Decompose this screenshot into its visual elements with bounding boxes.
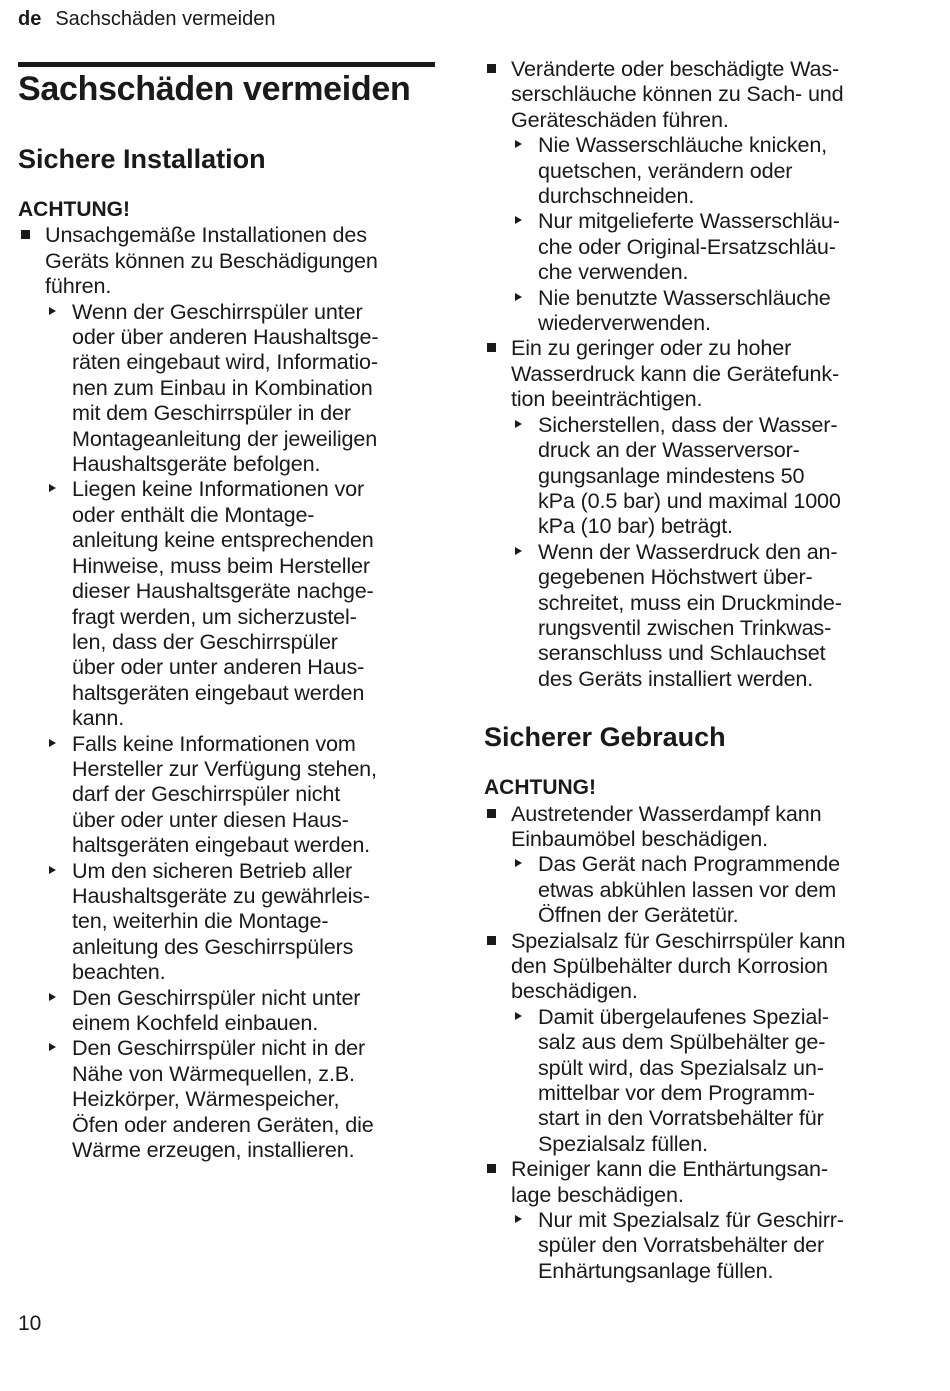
text-line: lage beschädigen. — [511, 1181, 684, 1207]
text-line: Enhärtungsanlage füllen. — [538, 1257, 774, 1283]
text-line: Damit übergelaufenes Spezial- — [538, 1003, 829, 1029]
bullet-item — [484, 801, 904, 852]
text-line: anleitung keine entsprechenden — [72, 527, 374, 553]
text-line: Heizkörper, Wärmespeicher, — [72, 1086, 340, 1112]
text-line: Spezialsalz für Geschirrspüler kann — [511, 927, 846, 953]
text-line: über oder unter anderen Haus- — [72, 654, 365, 680]
section-heading-usage: Sicherer Gebrauch — [484, 722, 726, 753]
text-line: salz aus dem Spülbehälter ge- — [538, 1029, 826, 1055]
text-line: druck an der Wasserversor- — [538, 437, 800, 463]
text-line: Liegen keine Informationen vor — [72, 476, 365, 502]
step-item — [18, 985, 436, 1036]
text-line: spüler den Vorratsbehälter der — [538, 1232, 824, 1258]
title-rule — [18, 62, 435, 67]
text-line: fragt werden, um sicherzustel- — [72, 603, 357, 629]
text-line: rungsventil zwischen Trinkwas- — [538, 614, 832, 640]
text-line: Nie Wasserschläuche knicken, — [538, 132, 828, 158]
text-line: kann. — [72, 705, 125, 731]
bullet-item — [484, 56, 904, 132]
text-line: beachten. — [72, 959, 166, 985]
text-line: Wärme erzeugen, installieren. — [72, 1137, 355, 1163]
bullet-item — [484, 335, 904, 411]
text-line: Veränderte oder beschädigte Was- — [511, 56, 840, 81]
bullet-item — [18, 222, 436, 298]
step-item — [484, 285, 904, 336]
text-line: Den Geschirrspüler nicht in der — [72, 1035, 365, 1061]
text-line: oder enthält die Montage- — [72, 501, 315, 527]
text-line: Haushaltsgeräte zu gewährleis- — [72, 882, 370, 908]
text-line: oder über anderen Haushaltsge- — [72, 324, 379, 350]
text-line: des Geräts installiert werden. — [538, 665, 814, 691]
step-item — [484, 851, 904, 927]
text-line: mit dem Geschirrspüler in der — [72, 400, 351, 426]
text-line: den Spülbehälter durch Korrosion — [511, 953, 828, 978]
step-item — [18, 1035, 436, 1162]
text-line: Sicherstellen, dass der Wasser- — [538, 411, 838, 437]
text-line: Montageanleitung der jeweiligen — [72, 425, 378, 451]
text-line: Spezialsalz füllen. — [538, 1130, 708, 1156]
text-line: Den Geschirrspüler nicht unter — [72, 984, 361, 1010]
text-line: Nie benutzte Wasserschläuche — [538, 284, 831, 310]
right-column — [484, 56, 904, 1283]
page-title: Sachschäden vermeiden — [18, 70, 411, 108]
text-line: führen. — [45, 273, 112, 299]
text-line: Nähe von Wärmequellen, z.B. — [72, 1060, 355, 1086]
text-line: anleitung des Geschirrspülers — [72, 933, 354, 959]
text-line: spült wird, das Spezialsalz un- — [538, 1054, 824, 1080]
text-line: nen zum Einbau in Kombination — [72, 374, 373, 400]
step-item — [484, 208, 904, 284]
step-item — [484, 1004, 904, 1156]
text-line: dieser Haushaltsgeräte nachge- — [72, 578, 374, 604]
text-line: Hersteller zur Verfügung stehen, — [72, 755, 377, 781]
text-line: über oder unter diesen Haus- — [72, 806, 349, 832]
text-line: darf der Geschirrspüler nicht — [72, 781, 341, 807]
text-line: Unsachgemäße Installationen des — [45, 222, 367, 248]
text-line: Austretender Wasserdampf kann — [511, 800, 822, 826]
page-number: 10 — [18, 1312, 42, 1335]
step-item — [18, 476, 436, 730]
step-item — [484, 412, 904, 539]
text-line: etwas abkühlen lassen vor dem — [538, 876, 837, 902]
step-item — [18, 731, 436, 858]
text-line: tion beeinträchtigen. — [511, 386, 703, 412]
language-tag: de — [18, 8, 42, 30]
text-line: Wenn der Wasserdruck den an- — [538, 538, 838, 564]
text-line: Falls keine Informationen vom — [72, 730, 356, 756]
section-heading-installation: Sichere Installation — [18, 144, 266, 174]
step-item — [484, 132, 904, 208]
text-line: haltsgeräten eingebaut werden. — [72, 832, 371, 858]
text-line: kPa (0.5 bar) und maximal 1000 — [538, 487, 841, 513]
text-line: haltsgeräten eingebaut werden — [72, 679, 365, 705]
text-line: che verwenden. — [538, 259, 689, 285]
header-title: Sachschäden vermeiden — [55, 8, 276, 30]
text-line: kPa (10 bar) beträgt. — [538, 513, 733, 539]
text-line: Geräts können zu Beschädigungen — [45, 247, 378, 273]
text-line: Haushaltsgeräte befolgen. — [72, 451, 321, 477]
text-line: Geräteschäden führen. — [511, 106, 729, 132]
text-line: serschläuche können zu Sach- und — [511, 81, 844, 107]
text-line: gegebenen Höchstwert über- — [538, 564, 813, 590]
text-line: start in den Vorratsbehälter für — [538, 1105, 824, 1131]
step-item — [18, 858, 436, 985]
text-line: len, dass der Geschirrspüler — [72, 628, 338, 654]
text-line: Hinweise, muss beim Hersteller — [72, 552, 370, 578]
text-line: seranschluss und Schlauchset — [538, 640, 826, 666]
text-line: einem Kochfeld einbauen. — [72, 1010, 319, 1035]
text-line: wiederverwenden. — [538, 310, 711, 336]
text-line: mittelbar vor dem Programm- — [538, 1080, 815, 1106]
text-line: Reiniger kann die Enthärtungsan- — [511, 1156, 828, 1182]
text-line: Öffnen der Gerätetür. — [538, 902, 739, 928]
left-column — [18, 142, 436, 1162]
text-line: quetschen, verändern oder — [538, 157, 793, 183]
text-line: Das Gerät nach Programmende — [538, 851, 841, 877]
text-line: ten, weiterhin die Montage- — [72, 908, 329, 934]
step-item — [18, 299, 436, 477]
bullet-item — [484, 1156, 904, 1207]
step-item — [484, 539, 904, 691]
text-line: gungsanlage mindestens 50 — [538, 462, 805, 488]
warning-label: ACHTUNG! — [484, 776, 596, 800]
text-line: che oder Original-Ersatzschläu- — [538, 233, 836, 259]
text-line: räten eingebaut wird, Informatio- — [72, 349, 378, 375]
step-item — [484, 1207, 904, 1283]
bullet-item — [484, 928, 904, 1004]
page-header — [18, 8, 275, 31]
warning-label: ACHTUNG! — [18, 198, 130, 221]
text-line: schreitet, muss ein Druckminde- — [538, 589, 842, 615]
text-line: Nur mit Spezialsalz für Geschirr- — [538, 1207, 844, 1233]
text-line: Öfen oder anderen Geräten, die — [72, 1111, 374, 1137]
text-line: Einbaumöbel beschädigen. — [511, 825, 768, 851]
text-line: Nur mitgelieferte Wasserschläu- — [538, 208, 840, 234]
text-line: Um den sicheren Betrieb aller — [72, 857, 353, 883]
text-line: durchschneiden. — [538, 183, 695, 209]
text-line: Wenn der Geschirrspüler unter — [72, 298, 363, 324]
text-line: Ein zu geringer oder zu hoher — [511, 335, 792, 361]
text-line: Wasserdruck kann die Gerätefunk- — [511, 360, 840, 386]
text-line: beschädigen. — [511, 978, 638, 1004]
